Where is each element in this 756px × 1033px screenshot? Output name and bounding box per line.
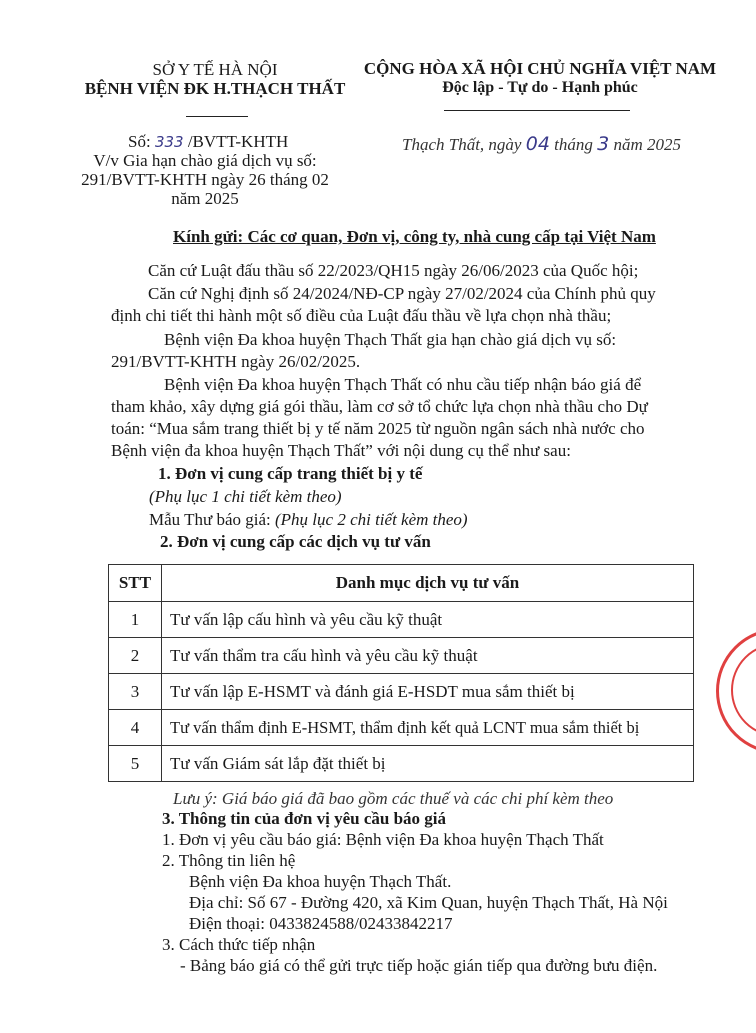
subject-line-2: 291/BVTT-KHTH ngày 26 tháng 02 bbox=[81, 170, 329, 189]
national-title: CỘNG HÒA XÃ HỘI CHỦ NGHĨA VIỆT NAM bbox=[363, 59, 717, 78]
number-prefix: Số: bbox=[128, 132, 151, 151]
issuer-hospital: BỆNH VIỆN ĐK H.THẠCH THẤT bbox=[84, 79, 346, 98]
row-stt: 5 bbox=[109, 746, 162, 782]
issuer-underline bbox=[186, 116, 248, 117]
salutation: Kính gửi: Các cơ quan, Đơn vị, công ty, nhà cung cấp tại Việt Nam bbox=[173, 227, 656, 246]
section3-item3: 3. Cách thức tiếp nhận bbox=[162, 935, 316, 954]
form-label: Mẫu Thư báo giá: bbox=[149, 510, 275, 529]
table-header-row bbox=[109, 565, 694, 602]
section1-heading: 1. Đơn vị cung cấp trang thiết bị y tế bbox=[158, 464, 423, 483]
issuer-department: SỞ Y TẾ HÀ NỘI bbox=[152, 60, 278, 79]
section3-item2: 2. Thông tin liên hệ bbox=[162, 851, 296, 870]
services-table bbox=[108, 564, 694, 782]
body-p1: Căn cứ Luật đấu thầu số 22/2023/QH15 ngày 26/06/2023 của Quốc hội; bbox=[148, 261, 639, 280]
table-row bbox=[109, 674, 694, 710]
row-service: Tư vấn thẩm định E-HSMT, thẩm định kết quả LCNT mua sắm thiết bị bbox=[162, 710, 694, 746]
document-date bbox=[402, 133, 681, 155]
document-number bbox=[128, 132, 288, 152]
table-row bbox=[109, 638, 694, 674]
form-appendix: (Phụ lục 2 chi tiết kèm theo) bbox=[275, 510, 468, 529]
hospital-stamp bbox=[716, 628, 756, 754]
body-p3-l1: Bệnh viện Đa khoa huyện Thạch Thất gia hạn chào giá dịch vụ số: bbox=[164, 330, 617, 349]
table-header-stt: STT bbox=[109, 565, 162, 602]
body-p4-l1: Bệnh viện Đa khoa huyện Thạch Thất có nhu cầu tiếp nhận báo giá để bbox=[164, 375, 642, 394]
date-prefix: Thạch Thất, ngày bbox=[402, 135, 522, 154]
body-p2-l1: Căn cứ Nghị định số 24/2024/NĐ-CP ngày 27/02/2024 của Chính phủ quy bbox=[148, 284, 656, 303]
row-service: Tư vấn lập cấu hình và yêu cầu kỹ thuật bbox=[162, 602, 694, 638]
section3-heading: 3. Thông tin của đơn vị yêu cầu báo giá bbox=[162, 809, 447, 828]
row-stt: 1 bbox=[109, 602, 162, 638]
row-service: Tư vấn thẩm tra cấu hình và yêu cầu kỹ thuật bbox=[162, 638, 694, 674]
national-motto: Độc lập - Tự do - Hạnh phúc bbox=[442, 79, 638, 96]
body-p4-l3: toán: “Mua sắm trang thiết bị y tế năm 2025 từ nguồn ngân sách nhà nước cho bbox=[111, 419, 645, 438]
motto-underline bbox=[444, 110, 630, 111]
row-stt: 3 bbox=[109, 674, 162, 710]
section3-item3-detail: - Bảng báo giá có thể gửi trực tiếp hoặc gián tiếp qua đường bưu điện. bbox=[180, 956, 658, 975]
subject-line-3: năm 2025 bbox=[171, 189, 239, 208]
date-month-handwritten: 3 bbox=[597, 133, 610, 155]
price-note: Lưu ý: Giá báo giá đã bao gồm các thuế và các chi phí kèm theo bbox=[173, 789, 614, 808]
table-row bbox=[109, 710, 694, 746]
contact-address: Địa chỉ: Số 67 - Đường 420, xã Kim Quan, huyện Thạch Thất, Hà Nội bbox=[189, 893, 668, 912]
body-p2-l2: định chi tiết thi hành một số điều của Luật đấu thầu về lựa chọn nhà thầu; bbox=[111, 306, 612, 325]
date-year: năm 2025 bbox=[613, 135, 682, 154]
row-stt: 4 bbox=[109, 710, 162, 746]
body-p4-l4: Bệnh viện đa khoa huyện Thạch Thất” với nội dung cụ thể như sau: bbox=[111, 441, 571, 460]
body-p3-l2: 291/BVTT-KHTH ngày 26/02/2025. bbox=[111, 352, 361, 371]
table-header-service: Danh mục dịch vụ tư vấn bbox=[162, 565, 694, 602]
row-stt: 2 bbox=[109, 638, 162, 674]
section1-appendix: (Phụ lục 1 chi tiết kèm theo) bbox=[149, 487, 342, 506]
contact-name: Bệnh viện Đa khoa huyện Thạch Thất. bbox=[189, 872, 452, 891]
date-day-handwritten: 04 bbox=[525, 133, 550, 155]
stamp-inner-ring bbox=[731, 643, 756, 737]
number-handwritten: 333 bbox=[154, 133, 184, 151]
section1-form bbox=[149, 510, 468, 530]
body-p4-l2: tham khảo, xây dựng giá gói thầu, làm cơ sở tổ chức lựa chọn nhà thầu cho Dự bbox=[111, 397, 648, 416]
section2-heading: 2. Đơn vị cung cấp các dịch vụ tư vấn bbox=[160, 532, 431, 551]
row-service: Tư vấn Giám sát lắp đặt thiết bị bbox=[162, 746, 694, 782]
table-row bbox=[109, 602, 694, 638]
number-suffix: /BVTT-KHTH bbox=[187, 132, 289, 151]
section3-item1: 1. Đơn vị yêu cầu báo giá: Bệnh viện Đa khoa huyện Thạch Thất bbox=[162, 830, 604, 849]
contact-phone: Điện thoại: 0433824588/02433842217 bbox=[189, 914, 453, 933]
table-row bbox=[109, 746, 694, 782]
subject-line-1: V/v Gia hạn chào giá dịch vụ số: bbox=[93, 151, 317, 170]
row-service: Tư vấn lập E-HSMT và đánh giá E-HSDT mua sắm thiết bị bbox=[162, 674, 694, 710]
date-month-label: tháng bbox=[554, 135, 593, 154]
